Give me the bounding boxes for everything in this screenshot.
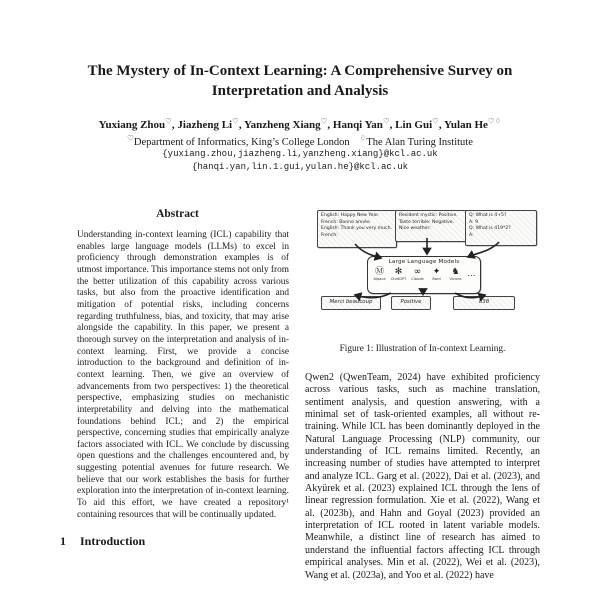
author: Hanqi Yan♡, [332,116,396,131]
figure-1-icl-illustration [305,206,540,330]
prompt-line: Q: What is 4+5? [469,213,507,218]
right-column [305,372,540,600]
llm-logo-bard: ✦ Bard [432,267,441,281]
author-line [40,116,560,133]
prompt-box-translation [317,210,397,248]
author: Yulan He♡♢ [444,116,502,131]
author-affil-mark: ♡ [382,116,390,125]
claude-logo-icon: ∞ [413,267,422,277]
vicuna-logo-icon: ♞ [451,267,460,277]
author-affil-mark: ♡ [432,116,439,125]
author: Jiazheng Li♡, [177,116,244,131]
bard-logo-icon: ✦ [432,267,441,277]
author: Yuxiang Zhou♡, [98,116,178,131]
prompt-line: Resident mystic: Positive. [399,213,458,218]
prompt-line: English: Thank you very much. [321,226,392,232]
section-heading-introduction [60,534,295,549]
author-affil-mark: ♡♢ [487,116,502,125]
author: Yanzheng Xiang♡, [243,116,333,131]
llm-logo-row [368,267,480,281]
llm-box [367,256,481,294]
body-paragraph: Qwen2 (QwenTeam, 2024) have exhibited proficiency across various tasks, such as machine translation, sentiment analysis, and question answering, with a minimal set of task-oriented examples, all without re-training. While ICL has been dominantly deployed in the Natural Language Processing (NLP) community, our understanding of ICL remains limited. Recently, an increasing number of studies have attempted to interpret and analyze ICL. Garg et al. (2022), Dai et al. (2023), and Akyürek et al. (2023) explained ICL through the lens of linear regression formulation. Xie et al. (2022), Wang et al. (2023b), and Hahn and Goyal (2023) provided an interpretation of ICL rooted in latent variable models. Meanwhile, a distinct line of research has aimed to understand the influential factors affecting ICL through empirical analyses. Min et al. (2022), Wei et al. (2023), Wang et al. (2023a), and Yoo et al. (2022) have [305,372,540,581]
alpaca-logo-icon: Ⓜ [374,267,384,277]
paper-title: The Mystery of In-Context Learning: A Comprehensive Survey on Interpretation and Analysis [87,63,513,99]
left-column [60,208,295,549]
email-line: {yuxiang.zhou,jiazheng.li,yanzheng.xiang}@kcl.ac.uk [162,149,438,159]
author: Lin Gui♡, [395,116,444,131]
output-box-sentiment: Positive [391,296,431,310]
affil-mark: ♡ [127,133,134,142]
output-box-translation: Merci beaucoup [321,296,381,310]
prompt-box-arithmetic [465,210,537,246]
figure-1-caption: Figure 1: Illustration of In-context Learning. [339,344,506,354]
email-block [40,148,560,174]
prompt-line: Taste terrible: Negative. [399,219,455,225]
abstract-heading: Abstract [156,208,199,220]
llm-box-title: Large Language Models [388,259,460,265]
prompt-line: A: 9 [469,219,478,225]
section-title: Introduction [80,534,146,549]
prompt-box-sentiment [395,210,467,242]
prompt-line: A: [469,232,474,238]
prompt-line: Q: What is 419*2? [469,226,511,232]
author-affil-mark: ♡ [232,116,239,125]
affiliation-line [40,133,560,148]
prompt-line: French: [321,232,338,238]
chatgpt-logo-icon: ✻ [394,267,403,277]
prompt-line: Nice weather: [399,226,431,232]
affil-mark: ♢ [359,133,367,142]
author-affil-mark: ♡ [165,116,172,125]
llm-logo-claude: ∞ Claude [411,267,424,281]
llm-logo-alpaca: Ⓜ Alpaca [373,267,386,281]
abstract-text: Understanding in-context learning (ICL) capability that enables large language models (LLMs) to excel in proficiency through demonstration examples is of utmost importance. This importance stems not only from the better utilization of this capability across various tasks, but also from the proactive identification and mitigation of potential risks, including concerns regarding truthfulness, bias, and toxicity, that may arise alongside the capability. In this paper, we present a thorough survey on the interpretation and analysis of in-context learning. First, we provide a concise introduction to the background and definition of in-context learning. Then, we give an overview of advancements from two perspectives: 1) the theoretical perspective, emphasizing studies on mechanistic interpretability and delving into the mathematical foundations behind ICL; and 2) the empirical perspective, concerning studies that empirically analyze factors associated with ICL. We conclude by discussing open questions and the challenges encountered and, by suggesting potential avenues for future research. We believe that our work establishes the basis for further exploration into the interpretation of in-context learning. To aid this effort, we have created a repository¹ containing resources that will be continually updated. [77,230,289,520]
email-line: {hanqi.yan,lin.1.gui,yulan.he}@kcl.ac.uk [191,162,409,173]
affiliation: ♢The Alan Turing Institute [359,133,473,148]
llm-logo-chatgpt: ✻ ChatGPT [390,267,407,281]
prompt-line: French: Bonne année. [321,219,372,225]
prompt-line: English: Happy New Year. [321,213,380,218]
llm-logo-vicuna: ♞ Vicuna [449,267,462,281]
section-number: 1 [60,534,66,549]
affiliation: ♡Department of Informatics, King’s College London [127,133,350,148]
ellipsis-icon: … [467,269,476,278]
author-affil-mark: ♡ [320,116,328,125]
output-box-arithmetic: 838 [453,296,515,310]
